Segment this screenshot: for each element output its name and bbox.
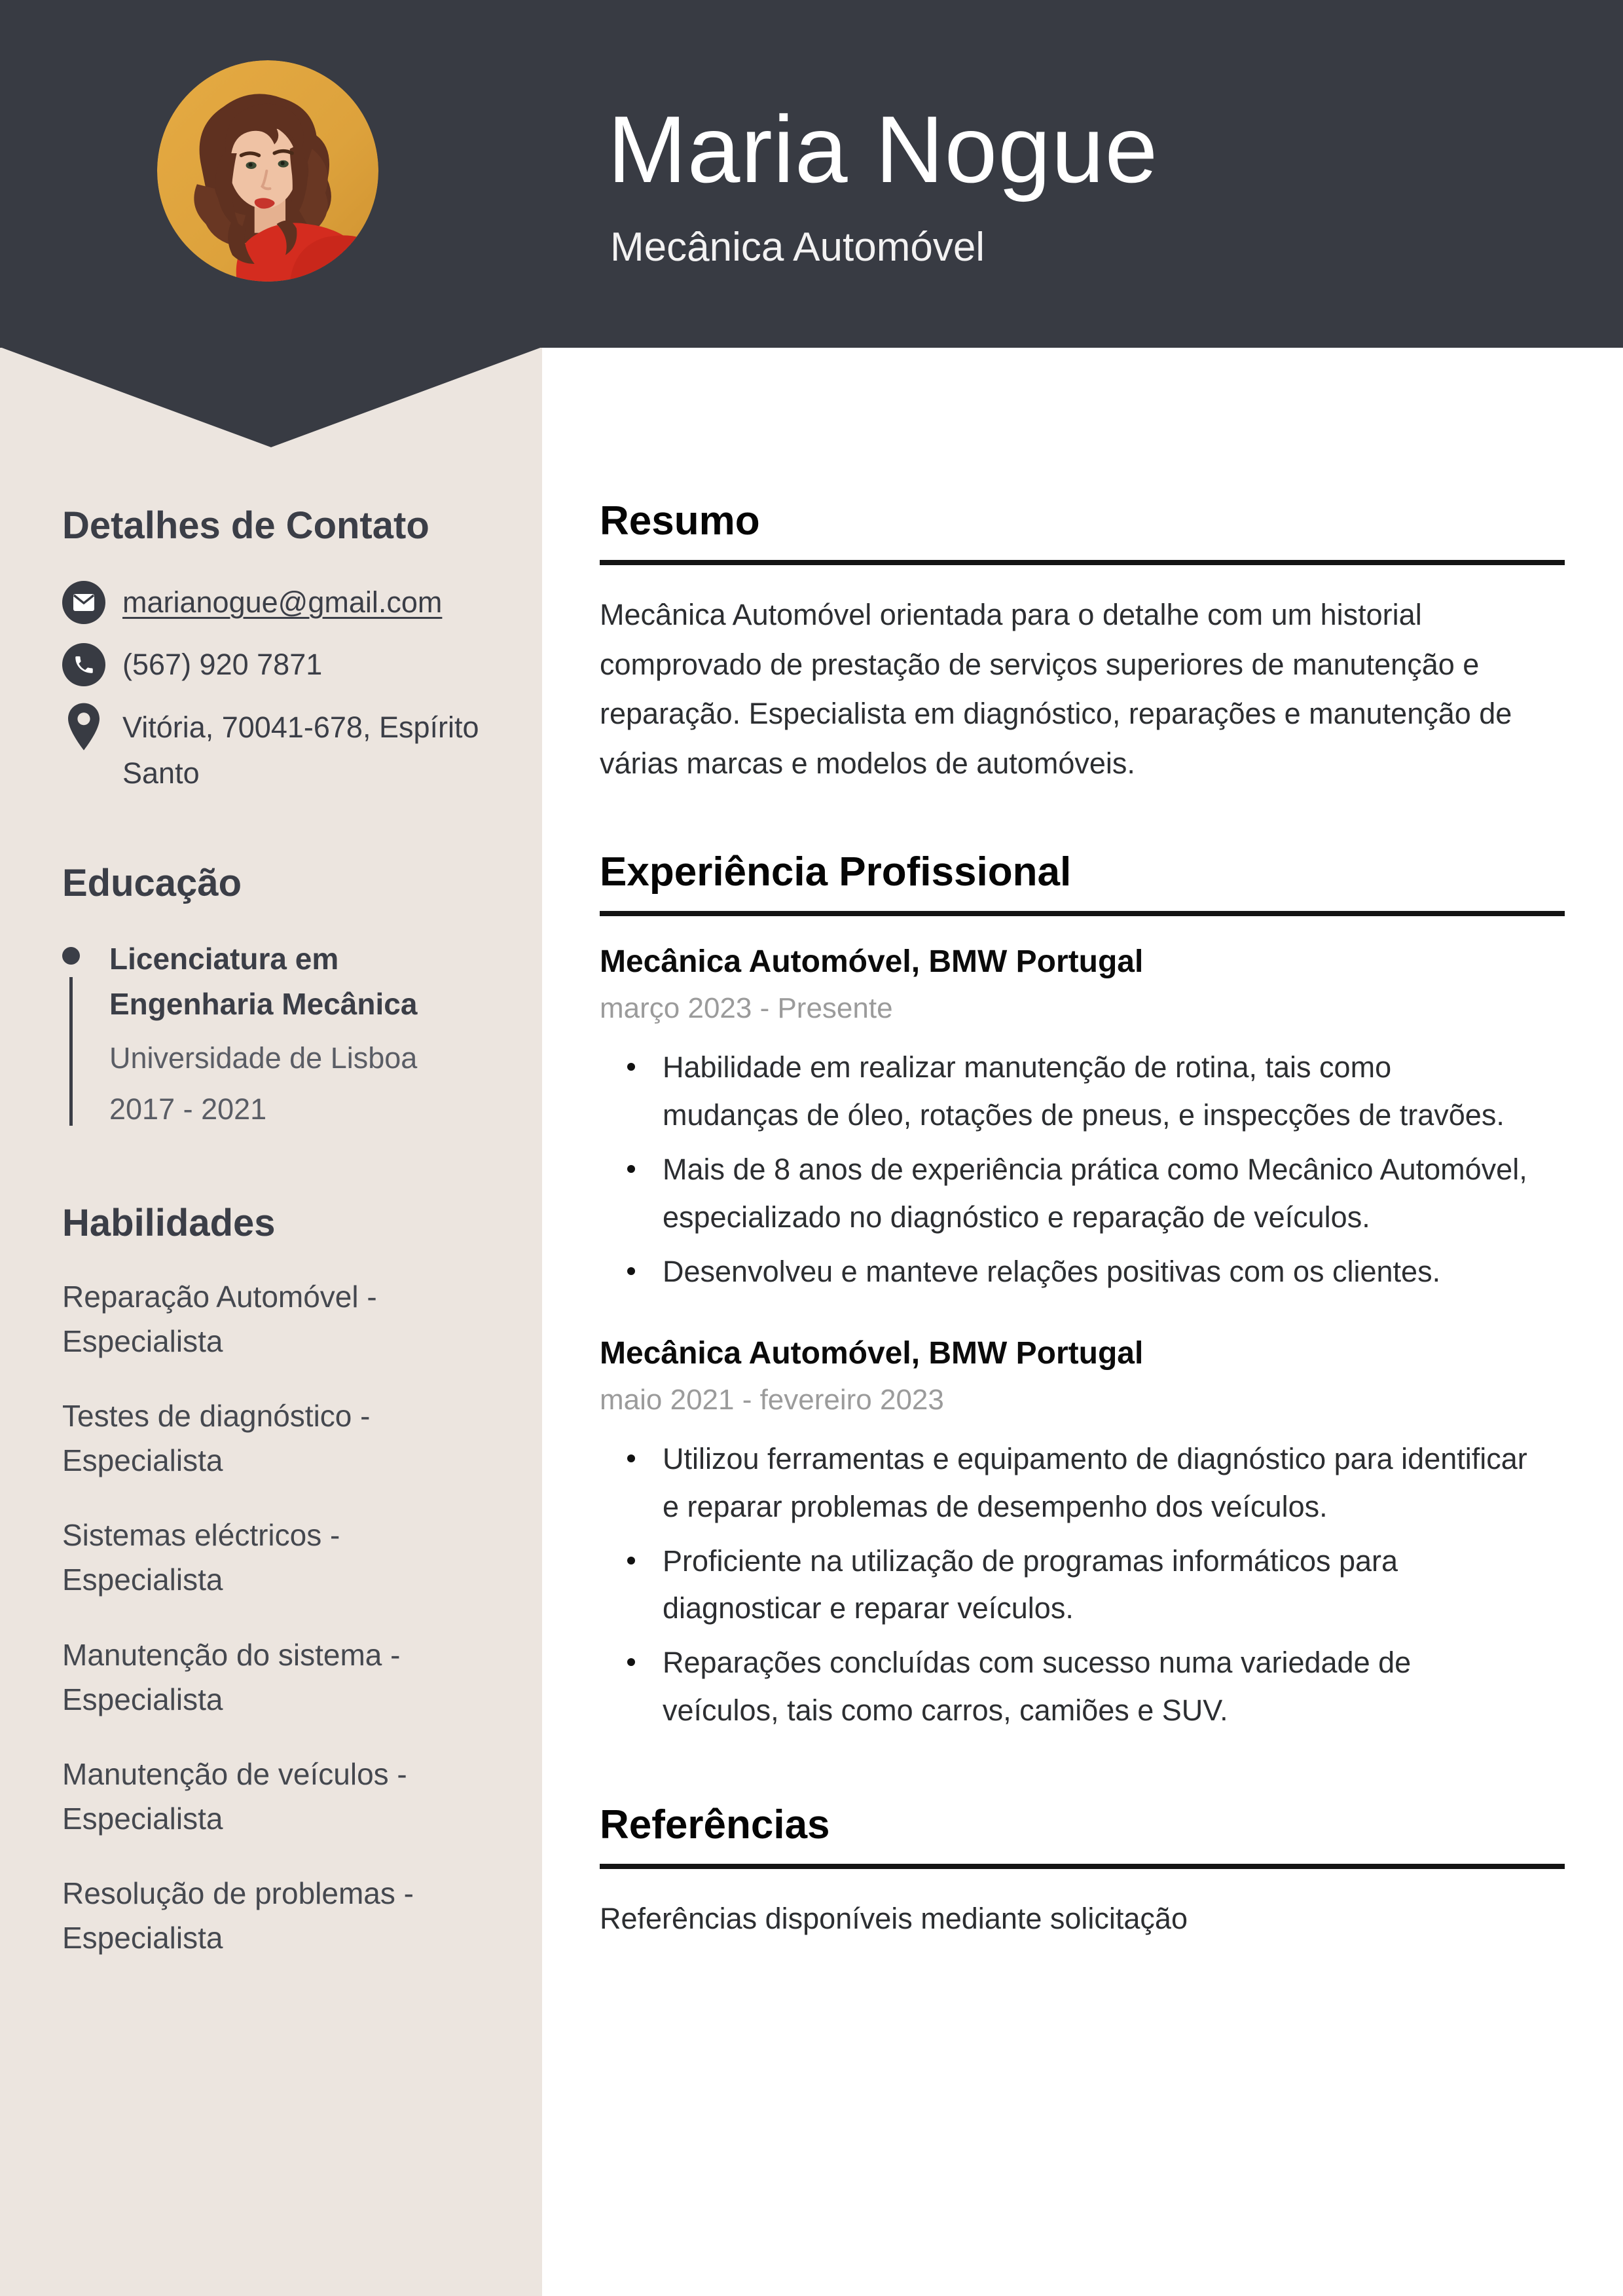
references-heading: Referências (600, 1802, 1565, 1869)
education-section (62, 862, 503, 1132)
education-school: Universidade de Lisboa (109, 1041, 418, 1075)
skill-item: Resolução de problemas - Especialista (62, 1876, 414, 1955)
contact-section-heading: Detalhes de Contato (62, 504, 429, 547)
job-entry (600, 1334, 1565, 1735)
email-link[interactable]: marianogue@gmail.com (122, 585, 443, 619)
skills-section (62, 1202, 503, 1960)
section-spacer (600, 788, 1565, 849)
education-section-heading: Educação (62, 861, 242, 904)
job-bullet-list (600, 1435, 1565, 1735)
experience-heading: Experiência Profissional (600, 849, 1565, 916)
main-column (600, 498, 1565, 1942)
job-title: Mecânica Automóvel, BMW Portugal (600, 1335, 1144, 1371)
job-bullet: Utilizou ferramentas e equipamento de diagnóstico para identificar e reparar problemas de desempenho dos veículos. (663, 1435, 1533, 1531)
skill-item: Sistemas eléctricos - Especialista (62, 1518, 340, 1597)
location-pin-icon (62, 706, 105, 749)
job-bullet: Reparações concluídas com sucesso numa variedade de veículos, tais como carros, camiões e SUV. (663, 1639, 1533, 1735)
job-dates: março 2023 - Presente (600, 991, 893, 1024)
references-section (600, 1802, 1565, 1942)
skill-item: Testes de diagnóstico - Especialista (62, 1399, 371, 1478)
sidebar (62, 504, 503, 1990)
phone-icon (62, 643, 105, 686)
skills-section-heading: Habilidades (62, 1202, 276, 1245)
person-name: Maria Nogue (608, 96, 1159, 202)
skill-item: Manutenção de veículos - Especialista (62, 1756, 407, 1836)
references-text: Referências disponíveis mediante solicitação (600, 1902, 1188, 1936)
job-bullet: Proficiente na utilização de programas informáticos para diagnosticar e reparar veículos. (663, 1538, 1533, 1633)
contact-list (62, 580, 503, 796)
person-job-title: Mecânica Automóvel (610, 225, 985, 270)
education-degree: Licenciatura em Engenharia Mecânica (109, 942, 418, 1022)
skills-list (62, 1274, 503, 1960)
summary-text: Mecânica Automóvel orientada para o detalhe com um historial comprovado de prestação de serviços superiores de manutenção e reparação. Especialista em diagnóstico, reparações e manutenção de várias marcas e modelos de automóveis. (600, 598, 1512, 781)
contact-row-phone (62, 642, 503, 688)
contact-email-value[interactable] (122, 580, 442, 625)
job-bullet: Mais de 8 anos de experiência prática como Mecânico Automóvel, especializado no diagnóstico e reparação de veículos. (663, 1146, 1533, 1242)
job-title: Mecânica Automóvel, BMW Portugal (600, 944, 1144, 979)
job-bullet: Habilidade em realizar manutenção de rotina, tais como mudanças de óleo, rotações de pneus, e inspecções de travões. (663, 1044, 1533, 1139)
education-dates: 2017 - 2021 (109, 1092, 267, 1126)
job-entry (600, 942, 1565, 1296)
education-item (62, 936, 503, 1131)
job-bullet: Desenvolveu e manteve relações positivas com os clientes. (663, 1248, 1533, 1296)
job-bullet-list (600, 1044, 1565, 1295)
section-spacer (600, 1741, 1565, 1802)
contact-row-location (62, 705, 503, 796)
portrait-photo-icon (157, 60, 378, 282)
summary-heading: Resumo (600, 498, 1565, 565)
skill-item: Manutenção do sistema - Especialista (62, 1637, 401, 1716)
contact-phone-value: (567) 920 7871 (122, 648, 323, 682)
job-dates: maio 2021 - fevereiro 2023 (600, 1383, 944, 1416)
contact-row-email (62, 580, 503, 625)
skill-item: Reparação Automóvel - Especialista (62, 1280, 377, 1359)
avatar (157, 60, 378, 282)
envelope-icon (62, 581, 105, 624)
summary-section (600, 498, 1565, 788)
experience-section (600, 849, 1565, 1735)
contact-location-value: Vitória, 70041-678, Espírito Santo (122, 711, 479, 790)
